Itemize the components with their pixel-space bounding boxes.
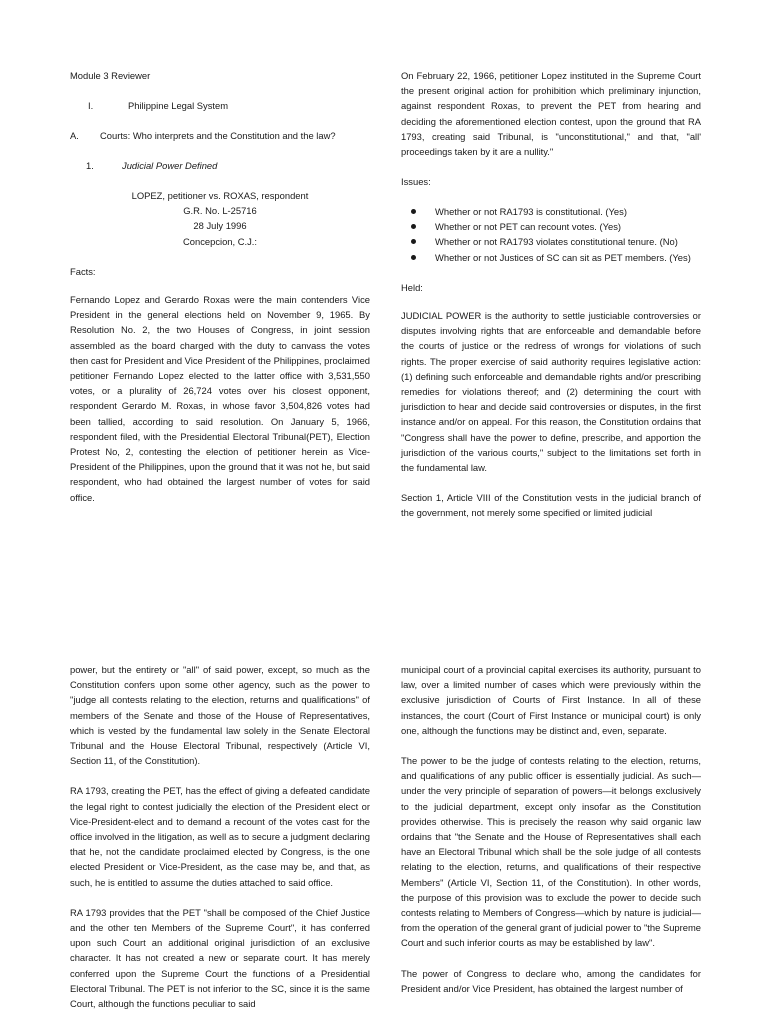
list-item: [401, 234, 701, 249]
outline-number: A.: [70, 130, 79, 141]
facts-paragraph: Fernando Lopez and Gerardo Roxas were the main contenders Vice President in the general elections held on November 9, 1965. By Resolution No. 2, the two Houses of Congress, in joint session assembled as the board charged with the duty to canvass the votes then cast for President and Vice President of the Philippines, proclaimed petitioner Fernando Lopez elected to the latter office with 3,531,550 votes, or a plurality of 26,724 votes over his closest opponent, respondent Gerardo M. Roxas, in whose favor 3,504,826 votes had been tallied, according to said resolution. On January 5, 1966, respondent filed, with the Presidential Electoral Tribunal(PET), Election Protest No, 2, contesting the election of petitioner herein as Vice-President of the Philippines, upon the ground that it was not he, but said respondent, who had obtained the largest number of votes for said office.: [70, 294, 370, 503]
left-column-top: [70, 0, 370, 600]
right-column-top: [401, 0, 701, 600]
paragraph: RA 1793, creating the PET, has the effect of giving a defeated candidate the legal right to contest judicially the election of the President elect or Vice-President-elect and to demand a recount of the votes cast for the office involved in the litigation, as well as to secure a judgment declaring that he, not the candidate proclaimed elected by Congress, is the one elected President or Vice-President, as the case may be, and that, as such, he is entitled to assume the duties attached to said office.: [70, 785, 370, 888]
case-date: 28 July 1996: [193, 220, 247, 232]
case-caption: [70, 188, 370, 249]
left-column-bottom: [70, 662, 370, 1026]
issues-list: [401, 204, 701, 265]
outline-text: Courts: Who interprets and the Constitution and the law?: [100, 130, 336, 141]
outline-text: Judicial Power Defined: [122, 160, 218, 171]
bullet-icon: [411, 209, 416, 214]
outline-number: 1.: [86, 160, 94, 171]
outline-text: Philippine Legal System: [128, 100, 229, 111]
paragraph: power, but the entirety or "all" of said power, except, so much as the Constitution confers upon some other agency, such as the power to "judge all contests relating to the election, returns and qualifications" of members of the Senate and those of the House of Representatives, which is vested by the fundamental law solely in the Senate Electoral Tribunal and the House Electoral Tribunal, respectively (Article VI, Section 11, of the Constitution).: [70, 664, 370, 767]
paragraph: RA 1793 provides that the PET "shall be composed of the Chief Justice and the other ten Members of the Supreme Court", it has conferred upon such Court an additional original jurisdiction of an exclusive character. It has not created a new or separate court. It has merely conferred upon the Supreme Court the functions of a Presidential Electoral Tribunal. The PET is not inferior to the SC, since it is the same Court, although the functions peculiar to said: [70, 906, 370, 1010]
bullet-icon: [411, 239, 416, 244]
list-item: [401, 219, 701, 234]
intro-paragraph: On February 22, 1966, petitioner Lopez instituted in the Supreme Court the present original action for prohibition which preliminary injunction, against respondent Roxas, to prevent the PET from hearing and deciding the aforementioned election contest, upon the ground that RA 1793, creating said Tribunal, is "unconstitutional," and that, "all' proceedings taken by it are a nullity.": [401, 70, 701, 158]
outline-number: I.: [88, 100, 94, 111]
list-item: [401, 204, 701, 219]
bullet-icon: [411, 224, 416, 229]
case-ponente: Concepcion, C.J.:: [183, 235, 257, 247]
facts-heading: Facts:: [70, 266, 96, 277]
held-heading: Held:: [401, 282, 423, 293]
outline-item-1a: [70, 158, 217, 173]
paragraph: The power to be the judge of contests relating to the election, returns, and qualifications of any public officer is essentially judicial. As such—under the very principle of separation of powers—it belongs exclusively to the judicial department, except only insofar as the Constitution provides otherwise. This is precisely the reason why said organic law ordains that "the Senate and the House of Representatives shall each have an Electoral Tribunal which shall be the sole judge of all contests relating to the election, returns, and qualifications of their respective Members" (Article VI, Section 11, of the Constitution). In other words, the purpose of this provision was to exclude the power to decide such contests relating to Members of Congress—which by nature is judicial—from the operation of the general grant of judicial power to "the Supreme Court and such inferior courts as may be established by law".: [401, 755, 701, 949]
case-parties: LOPEZ, petitioner vs. ROXAS, respondent: [131, 190, 309, 201]
right-column-bottom: [401, 662, 701, 1011]
issue-text: Whether or not PET can recount votes. (Yes): [435, 221, 622, 233]
outline-item-1: [70, 98, 228, 113]
issue-text: Whether or not Justices of SC can sit as PET members. (Yes): [435, 251, 691, 263]
held-paragraph: JUDICIAL POWER is the authority to settle justiciable controversies or disputes involving rights that are enforceable and demandable before the courts of justice or the redress of wrongs for violations of such rights. The proper exercise of said authority requires legislative action: (1) defining such enforceable and demandable rights and/or prescribing remedies for violations thereof; and (2) determining the court with jurisdiction to hear and decide said controversies or disputes, in the first instance and/or on appeal. For this reason, the Constitution ordains that "Congress shall have the power to define, prescribe, and apportion the jurisdiction of the various courts," subject to the limitations set forth in the fundamental law.: [401, 310, 701, 474]
document-page-bottom: [0, 652, 768, 1024]
paragraph: municipal court of a provincial capital exercises its authority, pursuant to law, over a limited number of cases which were previously within the exclusive jurisdiction of Courts of First Instance. In all of these instances, the court (Court of First Instance or municipal court) is only one, although the functions may be distinct and, even, separate.: [401, 664, 701, 736]
case-gr-number: G.R. No. L-25716: [183, 205, 257, 217]
issues-heading: Issues:: [401, 176, 431, 187]
module-title: Module 3 Reviewer: [70, 70, 151, 81]
issue-text: Whether or not RA1793 is constitutional. (Yes): [435, 206, 627, 217]
outline-item-a: [70, 128, 336, 143]
paragraph: The power of Congress to declare who, among the candidates for President and/or Vice President, has obtained the largest number of: [401, 967, 701, 994]
list-item: [401, 250, 701, 265]
issue-text: Whether or not RA1793 violates constitutional tenure. (No): [435, 236, 678, 248]
page-gap: [0, 600, 768, 652]
bullet-icon: [411, 255, 416, 260]
section1-paragraph: Section 1, Article VIII of the Constitution vests in the judicial branch of the government, not merely some specified or limited judicial: [401, 492, 701, 519]
